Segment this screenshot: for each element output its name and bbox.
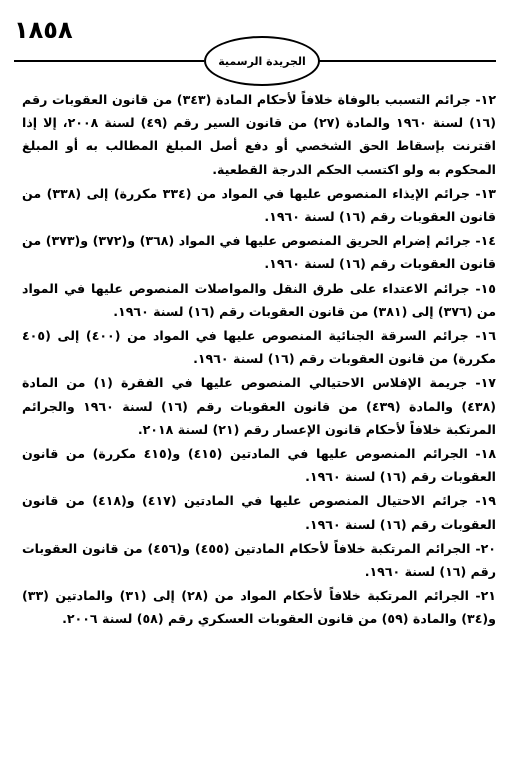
list-item: ٢١- الجرائم المرتكبة خلافاً لأحكام المواد من (٢٨) إلى (٣١) والمادتين (٣٣) و(٣٤) والمادة (٥٩) من قانون العقوبات العسكري رقم (٥٨) لسنة ٢٠٠٦. xyxy=(22,588,496,627)
gazette-title: الجريدة الرسمية xyxy=(218,54,306,68)
list-item: ١٢- جرائم التسبب بالوفاة خلافاً لأحكام المادة (٣٤٣) من قانون العقوبات رقم (١٦) لسنة ١٩٦٠ والمادة (٢٧) من قانون السير رقم (٤٩) لسنة ٢٠٠٨، إلا إذا اقترنت بإسقاط الحق الشخصي أو دفع أصل المبلغ المطالب به أو المبلغ المحكوم به ولو اكتسب الحكم الدرجة القطعية. xyxy=(22,92,497,177)
header-rule-right xyxy=(316,60,496,62)
list-item: ١٩- جرائم الاحتيال المنصوص عليها في المادتين (٤١٧) و(٤١٨) من قانون العقوبات رقم (١٦) لسنة ١٩٦٠. xyxy=(22,493,496,532)
list-item: ١٤- جرائم إضرام الحريق المنصوص عليها في المواد (٣٦٨) و(٣٧٢) و(٣٧٣) من قانون العقوبات رقم (١٦) لسنة ١٩٦٠. xyxy=(22,233,496,272)
article-list xyxy=(22,88,496,632)
page-number: ١٨٥٨ xyxy=(14,16,73,44)
list-item: ١٨- الجرائم المنصوص عليها في المادتين (٤١٥) و(٤١٥ مكررة) من قانون العقوبات رقم (١٦) لسنة ١٩٦٠. xyxy=(22,446,497,485)
list-item: ١٥- جرائم الاعتداء على طرق النقل والمواصلات المنصوص عليها في المواد من (٣٧٦) إلى (٣٨١) من قانون العقوبات رقم (١٦) لسنة ١٩٦٠. xyxy=(22,280,496,319)
list-item: ٢٠- الجرائم المرتكبة خلافاً لأحكام المادتين (٤٥٥) و(٤٥٦) من قانون العقوبات رقم (١٦) لسنة ١٩٦٠. xyxy=(22,540,496,580)
gazette-title-badge xyxy=(204,36,320,86)
list-item: ١٧- جريمة الإفلاس الاحتيالي المنصوص عليها في الفقرة (١) من المادة (٤٣٨) والمادة (٤٣٩) من قانون العقوبات رقم (١٦) لسنة ١٩٦٠ والجرائم المرتكبة خلافاً لأحكام قانون الإعسار رقم (٢١) لسنة ٢٠١٨. xyxy=(22,375,496,437)
list-item: ١٦- جرائم السرقة الجنائية المنصوص عليها في المواد من (٤٠٠) إلى (٤٠٥ مكررة) من قانون العقوبات رقم (١٦) لسنة ١٩٦٠. xyxy=(22,328,497,367)
header-rule-left xyxy=(14,60,204,62)
list-item: ١٣- جرائم الإيذاء المنصوص عليها في المواد من (٣٣٤ مكررة) إلى (٣٣٨) من قانون العقوبات رقم (١٦) لسنة ١٩٦٠. xyxy=(22,185,496,225)
